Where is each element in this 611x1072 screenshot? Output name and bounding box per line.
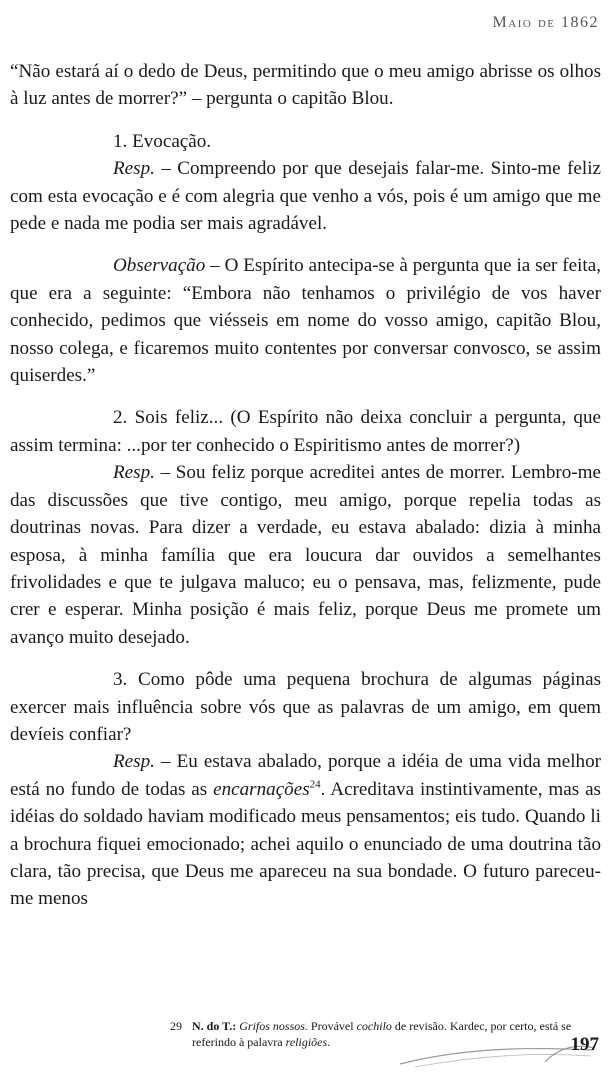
observation-label: Observação: [113, 255, 206, 277]
answer-text: – Compreendo por que desejais falar-me. Sinto-me feliz com esta evocação e é com alegria que venho a vós, pois é um amigo que me pede e nada me podia ser mais agradável.: [10, 158, 601, 235]
observation-text: – O Espírito antecipa-se à pergunta que ia ser feita, que era a seguinte: “Embora não tenhamos o privilégio de vos haver conhecido, pedimos que viésseis em nome do vosso amigo, capitão Blou, nosso colega, e ficaremos muito contentes por conversar convosco, se assim quiserdes.”: [10, 255, 601, 387]
footnote-emphasis: religiões: [285, 1035, 328, 1049]
footnote-reference[interactable]: 24: [309, 778, 321, 791]
emphasized-word: encarnações: [213, 778, 310, 800]
answer-1: [10, 155, 601, 237]
footnote-text: Provável: [307, 1019, 357, 1033]
question-2: 2. Sois feliz... (O Espírito não deixa concluir a pergunta, que assim termina: ...por ter conhecido o Espiritismo antes de morrer?): [10, 407, 601, 456]
footnote-emphasis: cochilo: [356, 1019, 392, 1033]
running-header: Maio de 1862: [492, 14, 599, 31]
resp-label: Resp.: [113, 158, 155, 180]
page-ornament-icon: [395, 1040, 595, 1070]
question-1: 1. Evocação.: [113, 130, 212, 152]
answer-text: – Sou feliz porque acreditei antes de morrer. Lembro-me das discussões que tive contigo, meu amigo, porque repelia todas as doutrinas novas. Para dizer a verdade, eu estava abalado: dizia à minha esposa, à minha família que era loucura dar ouvidos a semelhantes frivolidades e que te julgava maluco; eu o pensava, mas, felizmente, pude crer e esperar. Minha posição é mais feliz, porque Deus me promete um avanço muito desejado.: [10, 462, 601, 648]
resp-label: Resp.: [113, 462, 155, 484]
footnote-emphasis: Grifos nossos.: [239, 1019, 308, 1033]
footnote-number: 29: [170, 1019, 182, 1033]
page-body: [10, 58, 601, 913]
resp-label: Resp.: [113, 751, 155, 773]
answer-3: [10, 748, 601, 912]
answer-text: – Eu estava abalado, porque a idéia de uma vida melhor está no fundo de todas as: [10, 751, 601, 800]
footnote-label: N. do T.:: [192, 1019, 237, 1033]
observation: [10, 252, 601, 389]
question-3: 3. Como pôde uma pequena brochura de algumas páginas exercer mais influência sobre vós que as palavras de um amigo, em quem devíeis confiar?: [10, 669, 601, 745]
page-number: 197: [570, 1034, 599, 1055]
footnote-text: de revisão. Kardec, por certo, está se referindo à palavra: [192, 1019, 572, 1049]
answer-2: [10, 459, 601, 651]
paragraph: “Não estará aí o dedo de Deus, permitindo que o meu amigo abrisse os olhos à luz antes de morrer?” – pergunta o capitão Blou.: [10, 61, 601, 110]
answer-text: . Acreditava instintivamente, mas as idéias do soldado haviam modificado meus pensamentos; eis tudo. Quando li a brochura fiquei emocionado; achei aquilo o enunciado de uma doutrina tão clara, tão precisa, que Deus me apareceu na sua bondade. O futuro pareceu-me menos: [10, 778, 601, 910]
footnote-text: .: [327, 1035, 331, 1049]
